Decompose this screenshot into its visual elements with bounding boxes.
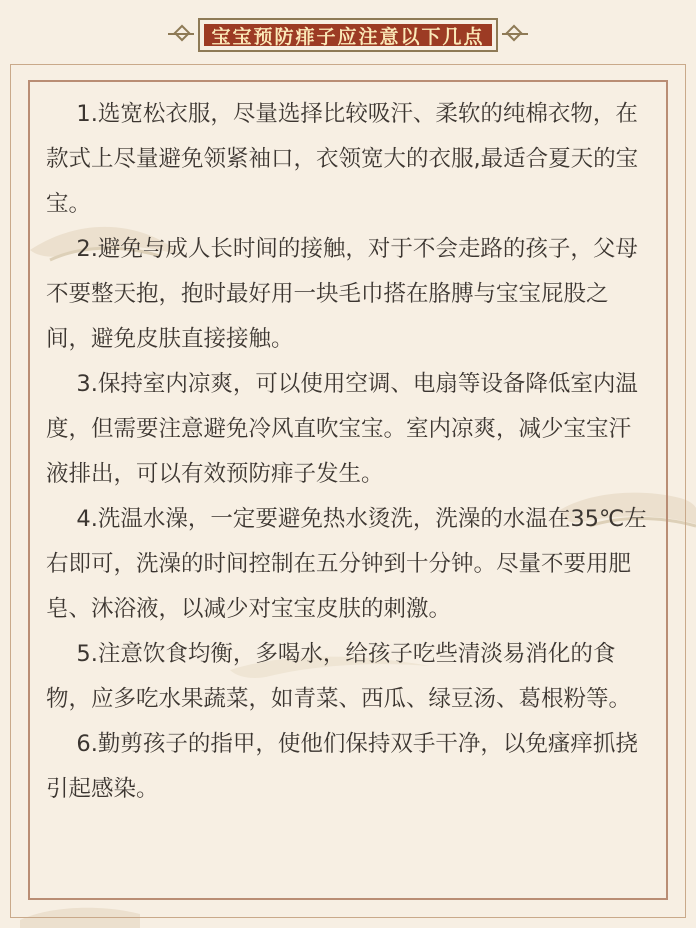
paragraph-5: 5.注意饮食均衡，多喝水，给孩子吃些清淡易消化的食物，应多吃水果蔬菜，如青菜、西瓜、绿豆汤、葛根粉等。 (46, 641, 632, 712)
title-banner (168, 6, 528, 62)
paragraph-1: 1.选宽松衣服，尽量选择比较吸汗、柔软的纯棉衣物，在款式上尽量避免领紧袖口，衣领宽大的衣服,最适合夏天的宝宝。 (46, 101, 639, 217)
article-body (46, 92, 652, 812)
paragraph-4: 4.洗温水澡，一定要避免热水烫洗，洗澡的水温在35℃左右即可，洗澡的时间控制在五分钟到十分钟。尽量不要用肥皂、沐浴液，以减少对宝宝皮肤的刺激。 (46, 506, 647, 622)
paragraph-2: 2.避免与成人长时间的接触，对于不会走路的孩子，父母不要整天抱，抱时最好用一块毛巾搭在胳膊与宝宝屁股之间，避免皮肤直接接触。 (46, 236, 638, 352)
title-box (198, 18, 498, 52)
title-line-right (502, 33, 528, 35)
page-title: 宝宝预防痱子应注意以下几点 (204, 24, 492, 46)
paragraph-6: 6.勤剪孩子的指甲，使他们保持双手干净，以免瘙痒抓挠引起感染。 (46, 731, 638, 802)
paragraph-3: 3.保持室内凉爽，可以使用空调、电扇等设备降低室内温度，但需要注意避免冷风直吹宝宝。室内凉爽，减少宝宝汗液排出，可以有效预防痱子发生。 (46, 371, 638, 487)
diamond-ornament-left-icon (174, 25, 191, 42)
